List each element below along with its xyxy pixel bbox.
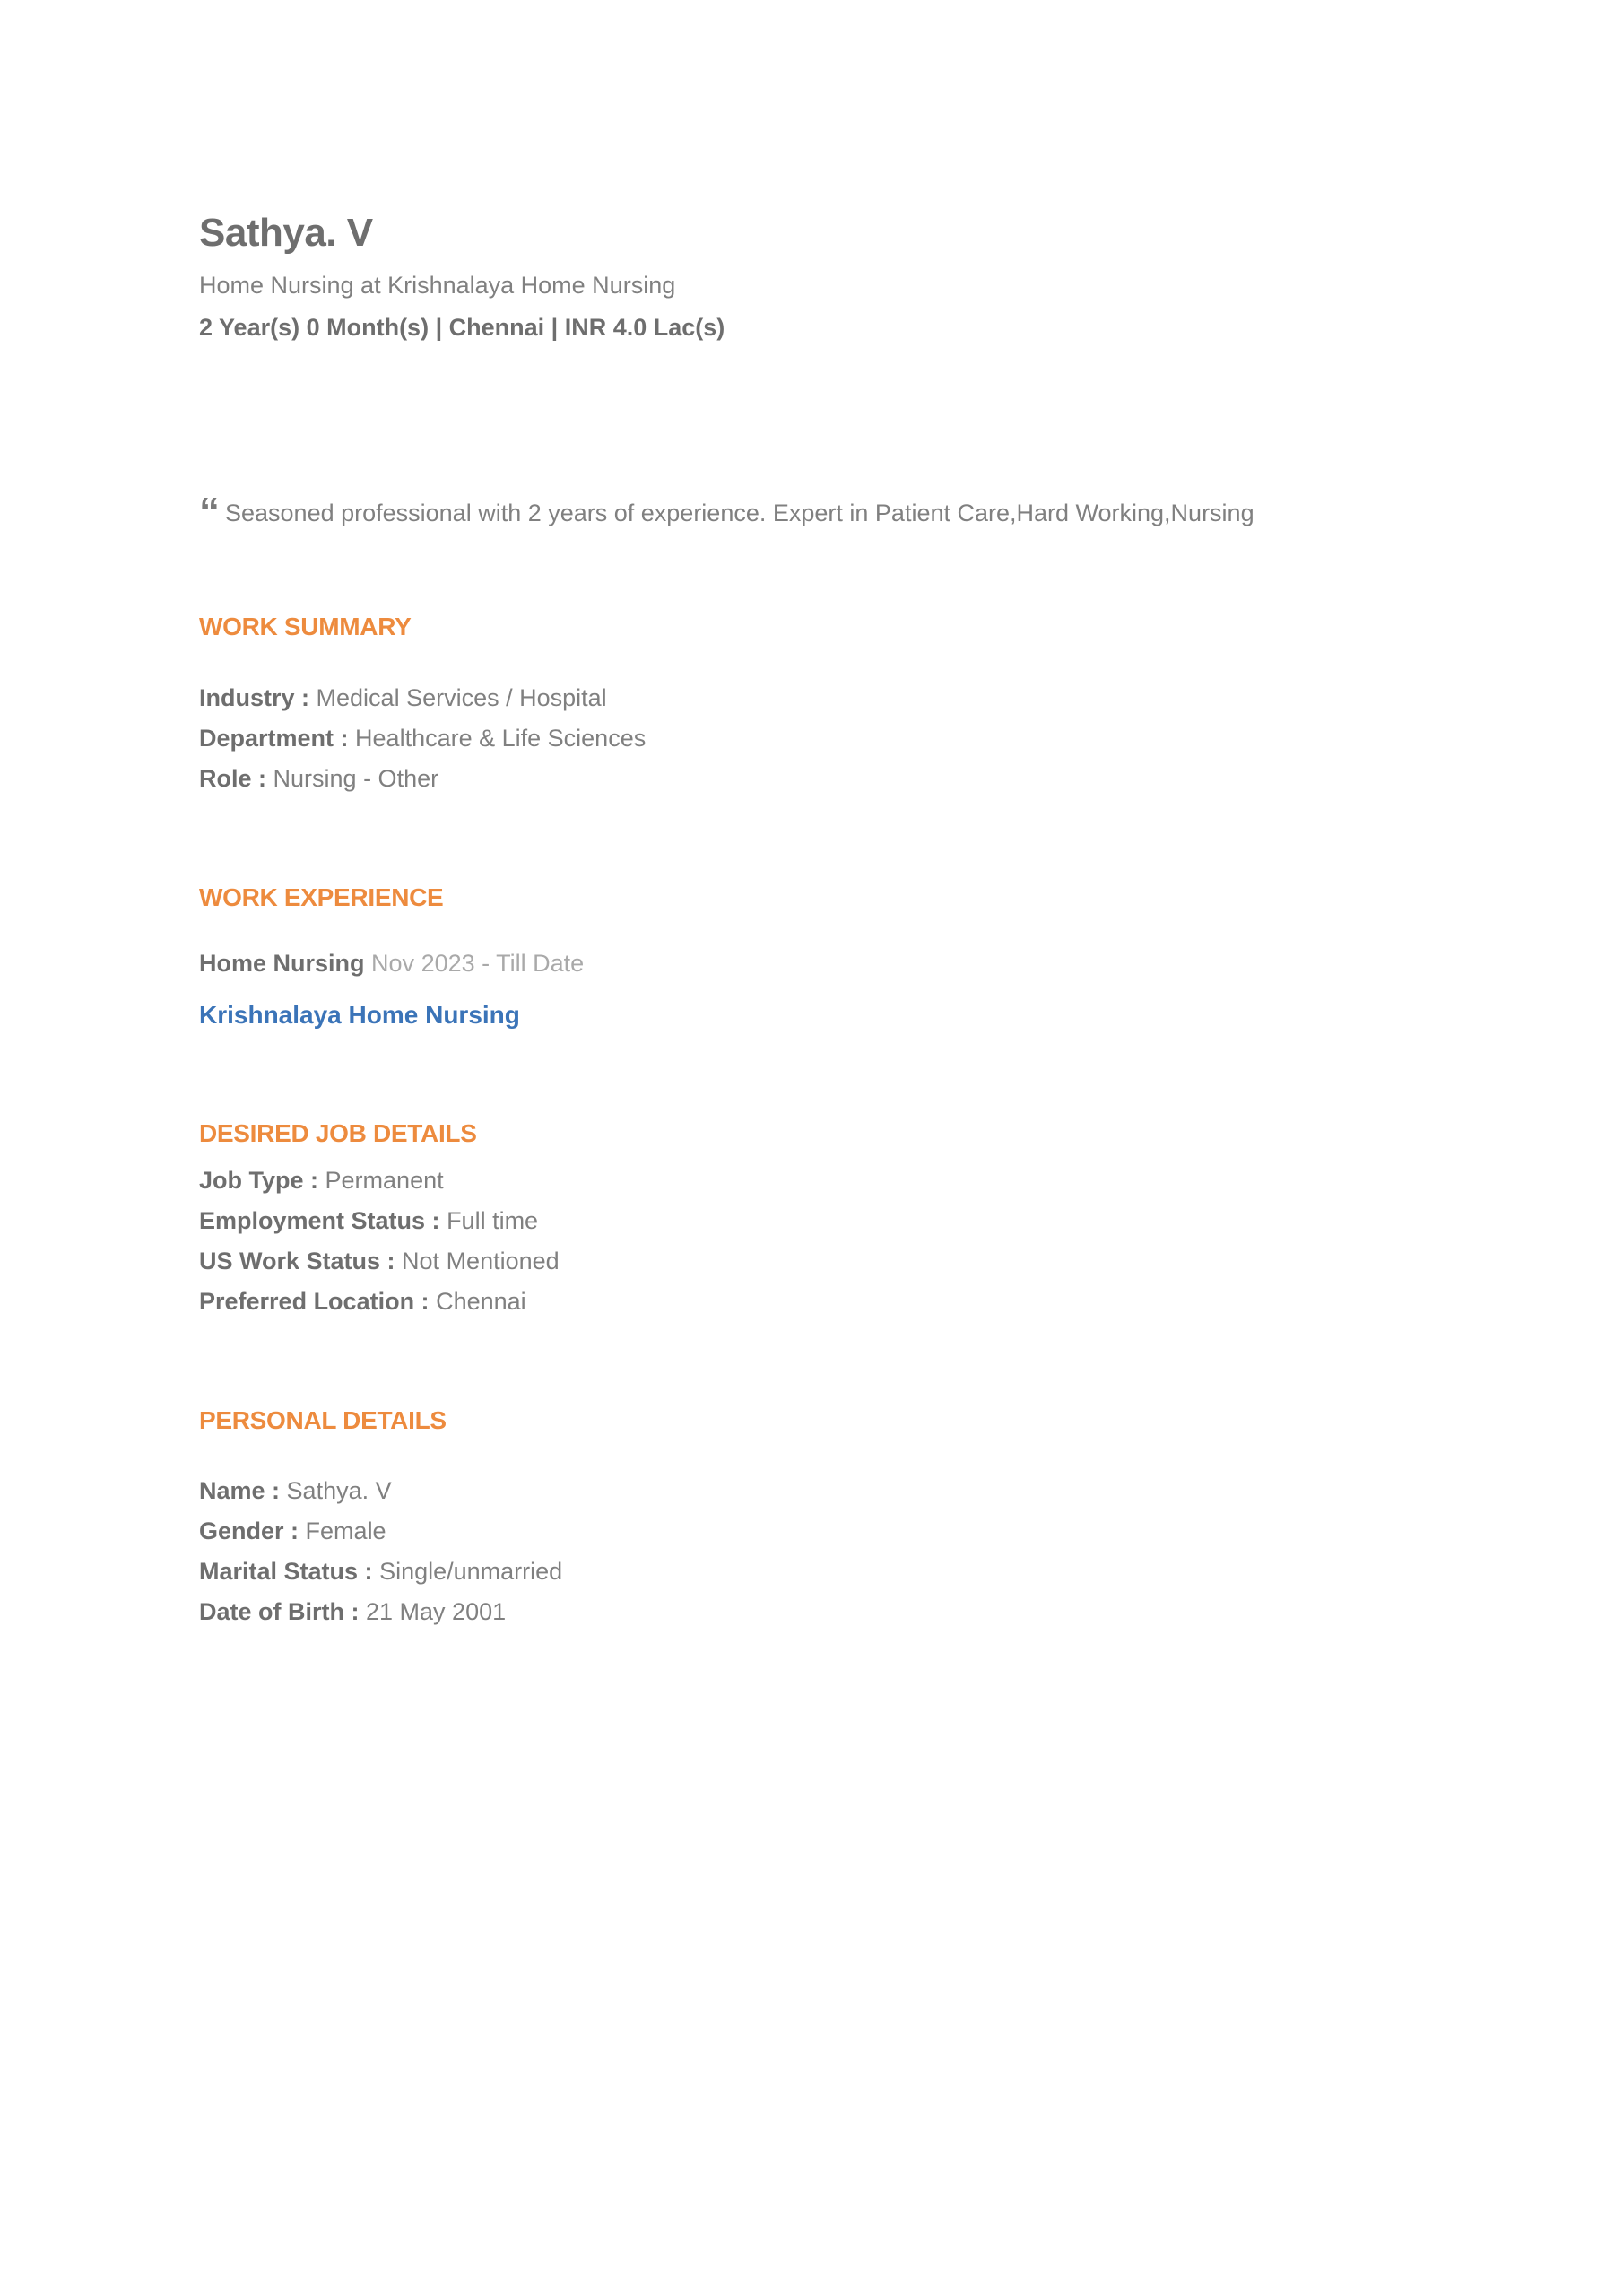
personal-row-marital	[199, 1552, 1410, 1592]
gender-label: Gender :	[199, 1518, 299, 1545]
desired-job-row-us-work	[199, 1241, 1410, 1282]
department-label: Department :	[199, 724, 349, 752]
name-value: Sathya. V	[286, 1477, 392, 1505]
job-entry	[199, 948, 1410, 1031]
desired-job-row-location	[199, 1282, 1410, 1322]
job-title-line	[199, 948, 1410, 979]
job-type-label: Job Type :	[199, 1166, 319, 1194]
work-experience-heading: WORK EXPERIENCE	[199, 883, 444, 911]
role-value: Nursing - Other	[273, 764, 439, 792]
us-work-status-value: Not Mentioned	[402, 1247, 560, 1274]
desired-job-row-employment	[199, 1201, 1410, 1241]
desired-job-heading: DESIRED JOB DETAILS	[199, 1118, 477, 1147]
us-work-status-label: US Work Status :	[199, 1247, 395, 1274]
department-value: Healthcare & Life Sciences	[355, 724, 647, 752]
resume-content	[199, 212, 1410, 1632]
industry-value: Medical Services / Hospital	[316, 683, 607, 711]
marital-status-label: Marital Status :	[199, 1558, 373, 1586]
job-company-link[interactable]: Krishnalaya Home Nursing	[199, 1001, 520, 1030]
personal-row-gender	[199, 1511, 1410, 1552]
candidate-info-line: 2 Year(s) 0 Month(s) | Chennai | INR 4.0 Lac(s)	[199, 313, 725, 341]
quote-mark-icon: “	[199, 489, 220, 536]
gender-value: Female	[305, 1518, 386, 1545]
work-summary-row-industry	[199, 678, 1410, 718]
marital-status-value: Single/unmarried	[379, 1558, 563, 1586]
work-summary-heading: WORK SUMMARY	[199, 613, 412, 641]
profile-summary	[199, 487, 1347, 539]
candidate-subtitle: Home Nursing at Krishnalaya Home Nursing	[199, 272, 676, 300]
preferred-location-label: Preferred Location :	[199, 1287, 430, 1315]
job-dates: Nov 2023 - Till Date	[371, 950, 585, 978]
employment-status-label: Employment Status :	[199, 1206, 440, 1234]
personal-row-name	[199, 1471, 1410, 1511]
job-type-value: Permanent	[325, 1166, 444, 1194]
role-label: Role :	[199, 764, 267, 792]
preferred-location-value: Chennai	[436, 1287, 526, 1315]
work-summary-rows	[199, 678, 1410, 799]
date-of-birth-label: Date of Birth :	[199, 1598, 360, 1626]
industry-label: Industry :	[199, 683, 310, 711]
job-title: Home Nursing	[199, 950, 365, 978]
personal-row-dob	[199, 1592, 1410, 1632]
candidate-name: Sathya. V	[199, 211, 373, 255]
work-summary-row-department	[199, 718, 1410, 759]
desired-job-rows	[199, 1161, 1410, 1322]
personal-details-rows	[199, 1471, 1410, 1632]
date-of-birth-value: 21 May 2001	[366, 1598, 507, 1626]
profile-summary-text: Seasoned professional with 2 years of experience. Expert in Patient Care,Hard Working,Nursing	[225, 500, 1254, 527]
employment-status-value: Full time	[447, 1206, 539, 1234]
personal-details-heading: PERSONAL DETAILS	[199, 1405, 447, 1434]
name-label: Name :	[199, 1477, 281, 1505]
desired-job-row-type	[199, 1161, 1410, 1201]
work-summary-row-role	[199, 759, 1410, 799]
